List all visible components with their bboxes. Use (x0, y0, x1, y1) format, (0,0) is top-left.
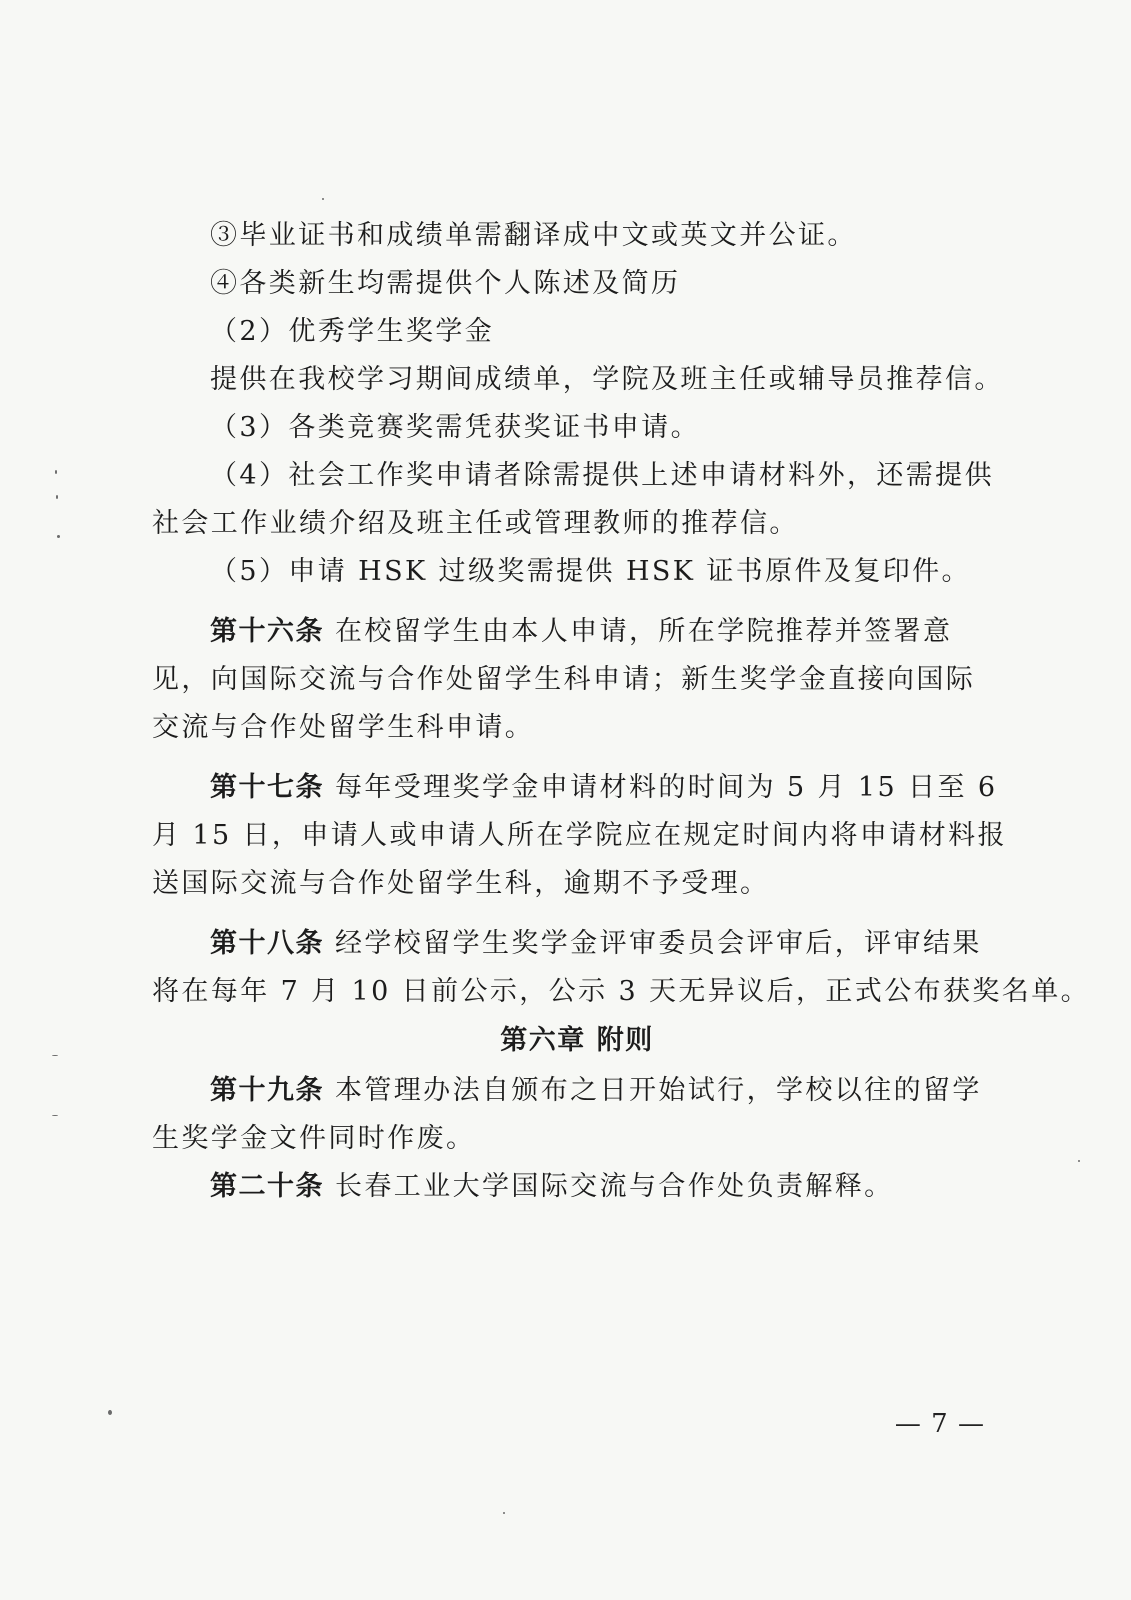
scan-speck (55, 470, 57, 474)
text-line: 提供在我校学习期间成绩单，学院及班主任或辅导员推荐信。 (210, 364, 1004, 395)
scan-speck (108, 1410, 112, 1415)
article-17-line: 送国际交流与合作处留学生科，逾期不予受理。 (152, 868, 770, 899)
scan-speck (57, 535, 60, 538)
article-17-label: 第十七条 (210, 772, 324, 803)
article-16-line: 交流与合作处留学生科申请。 (152, 712, 535, 743)
article-18-line: 将在每年 7 月 10 日前公示，公示 3 天无异议后，正式公布获奖名单。 (152, 976, 1091, 1007)
text-line: （5）申请 HSK 过级奖需提供 HSK 证书原件及复印件。 (210, 556, 971, 587)
article-18-line (210, 920, 982, 968)
article-17-line (210, 764, 997, 812)
scan-speck (52, 1055, 58, 1056)
text-line: 社会工作业绩介绍及班主任或管理教师的推荐信。 (152, 508, 799, 539)
article-19-line: 生奖学金文件同时作废。 (152, 1123, 476, 1154)
chapter-heading: 第六章 附则 (500, 1025, 654, 1056)
scan-speck (503, 1512, 505, 1514)
article-17-line: 月 15 日，申请人或申请人所在学院应在规定时间内将申请材料报 (152, 820, 1007, 851)
article-16-line: 见，向国际交流与合作处留学生科申请；新生奖学金直接向国际 (152, 664, 976, 695)
scan-speck (52, 1115, 58, 1116)
article-19-label: 第十九条 (210, 1075, 324, 1106)
article-20-label: 第二十条 (210, 1171, 324, 1202)
text-line: （3）各类竞赛奖需凭获奖证书申请。 (210, 412, 700, 443)
text-line: （4）社会工作奖申请者除需提供上述申请材料外，还需提供 (210, 460, 994, 491)
scan-speck (1078, 1160, 1080, 1162)
page-number: — 7 — (894, 1409, 985, 1439)
text-line: （2）优秀学生奖学金 (210, 316, 495, 347)
scan-speck (56, 495, 58, 499)
article-16-line (210, 608, 952, 656)
text-line: ③毕业证书和成绩单需翻译成中文或英文并公证。 (210, 220, 857, 251)
article-17-text: 每年受理奖学金申请材料的时间为 5 月 15 日至 6 (334, 772, 998, 803)
article-16-label: 第十六条 (210, 616, 324, 647)
article-18-text: 经学校留学生奖学金评审委员会评审后，评审结果 (334, 928, 982, 959)
article-18-label: 第十八条 (210, 928, 324, 959)
article-19-line (210, 1067, 982, 1115)
article-20-text: 长春工业大学国际交流与合作处负责解释。 (334, 1171, 894, 1202)
article-19-text: 本管理办法自颁布之日开始试行，学校以往的留学 (334, 1075, 982, 1106)
scan-speck (322, 198, 324, 200)
article-16-text: 在校留学生由本人申请，所在学院推荐并签署意 (334, 616, 953, 647)
text-line: ④各类新生均需提供个人陈述及简历 (210, 268, 681, 299)
article-20-line (210, 1163, 894, 1211)
